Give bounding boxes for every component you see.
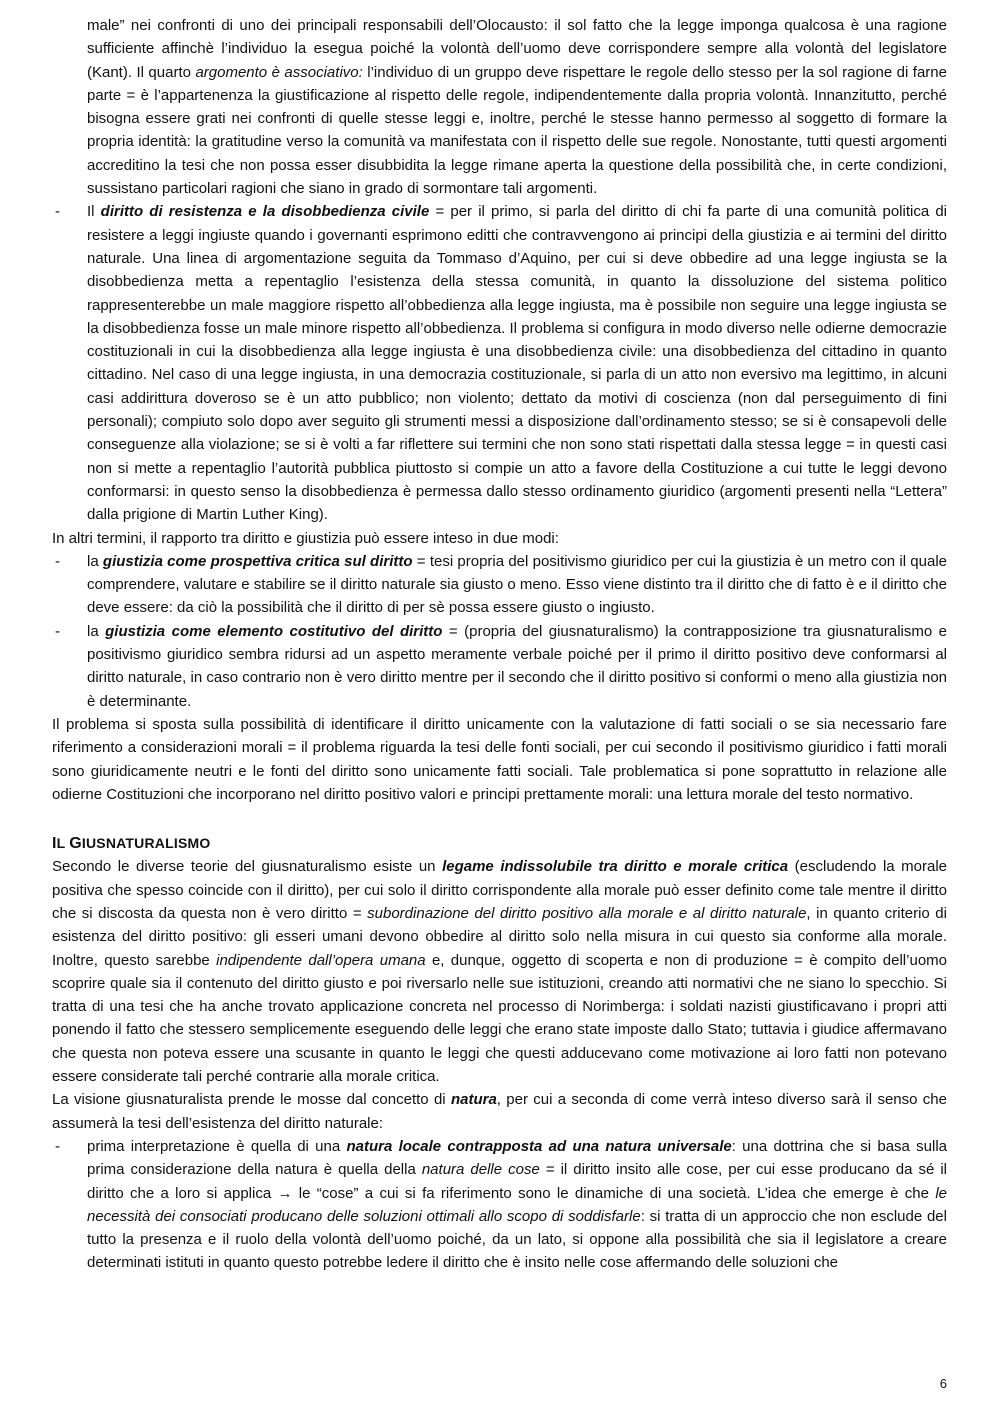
page-number: 6 <box>939 1376 947 1391</box>
list-item-elemento-costitutivo: - la giustizia come elemento costitutivo del diritto = (propria del giusnaturalismo) la contrapposizione tra giusnaturalismo e positivismo giuridico sembra ridursi ad un aspetto meramente verbale poiché per il primo il diritto positivo deve conformarsi al diritto naturale, in caso contrario non è vero diritto mentre per il secondo che il diritto positivo si conformi o meno alla giustizia non è determinante. <box>52 620 947 713</box>
bullet-marker: - <box>55 1137 60 1155</box>
paragraph-altri-termini: In altri termini, il rapporto tra diritto e giustizia può essere inteso in due modi: <box>52 529 559 547</box>
bullet-marker: - <box>55 203 60 221</box>
paragraph-visione-natura: La visione giusnaturalista prende le mosse dal concetto di natura, per cui a seconda di come verrà inteso diverso sarà il senso che assumerà la tesi dell’esistenza del diritto naturale: <box>52 1091 947 1132</box>
list-item-resistenza: - Il diritto di resistenza e la disobbedienza civile = per il primo, si parla del diritto di chi fa parte di una comunità politica di resistere a leggi ingiuste quando i governanti esprimono editti che contravvengono ai principi della giustizia e ai termini del diritto naturale. Una linea di argomentazione seguita da Tommaso d’Aquino, per cui si deve obbedire ad una legge ingiusta se la disobbedienza metta a repentaglio l’esistenza della stessa comunità, in quanto la dissoluzione del sistema politico rappresenterebbe un male maggiore rispetto all’obbedienza alla legge ingiusta, ma è possibile non seguire una legge ingiusta se la disobbedienza fosse un male minore rispetto all’obbedienza. Il problema si configura in modo diverso nelle odierne democrazie costituzionali in cui la disobbedienza alla legge ingiusta è una disobbedienza civile: una disobbedienza del cittadino in quanto cittadino. Nel caso di una legge ingiusta, in una democrazia costituzionale, si parla di un atto non eversivo ma legittimo, in alcuni casi addirittura doveroso se è un atto pubblico; non violento; dettato da motivi di coscienza (non dal perseguimento di fini personali); compiuto solo dopo aver seguito gli strumenti messi a disposizione dall’ordinamento stesso; se si è consapevoli delle conseguenze alla violazione; se si è volti a far riflettere sui termini che non sono stati rispettati dalla stessa legge = in questi casi non si mette a repentaglio l’autorità pubblica piuttosto si compie un atto a favore della Costituzione a cui tutte le leggi devono conformarsi: in questo senso la disobbedienza è permessa dallo stesso ordinamento giuridico (argomenti presenti nella “Lettera” dalla prigione di Martin Luther King). <box>52 200 947 526</box>
paragraph-continuation: male” nei confronti di uno dei principali responsabili dell’Olocausto: il sol fatto che la legge imponga qualcosa è una ragione sufficiente affinchè l’individuo la esegua poiché la volontà dell’uomo deve corrispondere sempre alla volontà del legislatore (Kant). Il quarto argomento è associativo: l’individuo di un gruppo deve rispettare le regole dello stesso per la sol ragione di farne parte = è l’appartenenza la giustificazione al rispetto delle regole, indipendentemente dalla propria volontà. Innanzitutto, perché bisogna essere grati nei confronti di quelle stesse leggi e, inoltre, perché le stesse hanno permesso al soggetto di formare la propria identità: la gratitudine verso la comunità va manifestata con il rispetto delle sue regole. Nonostante, tutti questi argomenti accreditino la tesi che non possa esser disubbidita la legge rimane aperta la questione della possibilità che, in certe condizioni, sussistano particolari ragioni che siano in grado di sormontare tali argomenti. <box>87 17 947 198</box>
page-content <box>52 14 947 1275</box>
list-item-prospettiva-critica: - la giustizia come prospettiva critica sul diritto = tesi propria del positivismo giuridico per cui la giustizia è un metro con il quale comprendere, valutare e stabilire se il diritto naturale sia giusto o meno. Esso viene distinto tra il diritto che di fatto è e il diritto che deve essere: da ciò la possibilità che il diritto di per sè possa essere giusto o ingiusto. <box>52 550 947 620</box>
section-heading: IL GIUSNATURALISMO <box>52 835 211 853</box>
paragraph-giusnaturalismo-intro: Secondo le diverse teorie del giusnaturalismo esiste un legame indissolubile tra diritto e morale critica (escludendo la morale positiva che spesso coincide con il diritto), per cui solo il diritto corrispondente alla morale può esser definito come tale mentre il diritto che si discosta da questa non è vero diritto = subordinazione del diritto positivo alla morale e al diritto naturale, in quanto criterio di esistenza del diritto positivo: gli esseri umani devono obbedire al diritto solo nella misura in cui questo sia conforme alla morale. Inoltre, questo sarebbe indipendente dall’opera umana e, dunque, oggetto di scoperta e non di produzione = è compito dell’uomo scoprire quale sia il contenuto del diritto giusto e poi riversarlo nelle sue istituzioni, creando atti normativi che ne siano lo specchio. Si tratta di una tesi che ha anche trovato applicazione concreta nel processo di Norimberga: i soldati nazisti giustificavano i propri atti ponendo il fatto che stessero semplicemente eseguendo delle leggi che erano state imposte dallo Stato; tuttavia i giudice affermavano che questa non poteva essere una scusante in quanto le leggi che questi adducevano come motivazione ai loro fatti non potevano essere considerate tali perché contrarie alla morale critica. <box>52 858 948 1086</box>
paragraph-fonti-sociali: Il problema si sposta sulla possibilità di identificare il diritto unicamente con la valutazione di fatti sociali o se sia necessario fare riferimento a considerazioni morali = il problema riguarda la tesi delle fonti sociali, per cui secondo il positivismo giuridico i fatti morali sono giuridicamente neutri e le fonti del diritto sono unicamente fatti sociali. Tale problematica si pone soprattutto in relazione alle odierne Costituzioni che incorporano nel diritto positivo valori e principi prettamente morali: una lettura morale del testo normativo. <box>52 715 947 803</box>
list-item-prima-interpretazione: - prima interpretazione è quella di una natura locale contrapposta ad una natura universale: una dottrina che si basa sulla prima considerazione della natura è quella della natura delle cose = il diritto insito alle cose, per cui esse producano da sé il diritto che a loro si applica → le “cose” a cui si fa riferimento sono le dinamiche di una società. L’idea che emerge è che le necessità dei consociati producano delle soluzioni ottimali allo scopo di soddisfarle: si tratta di un approccio che non esclude del tutto la presenza e il ruolo della volontà dell’uomo poiché, da un lato, si oppone alla possibilità che sia il legislatore a creare determinati istituti in quanto questo potrebbe ledere il diritto che è insito nelle cose affermando delle soluzioni che <box>52 1135 947 1275</box>
bullet-marker: - <box>55 622 60 640</box>
bullet-marker: - <box>55 552 60 570</box>
